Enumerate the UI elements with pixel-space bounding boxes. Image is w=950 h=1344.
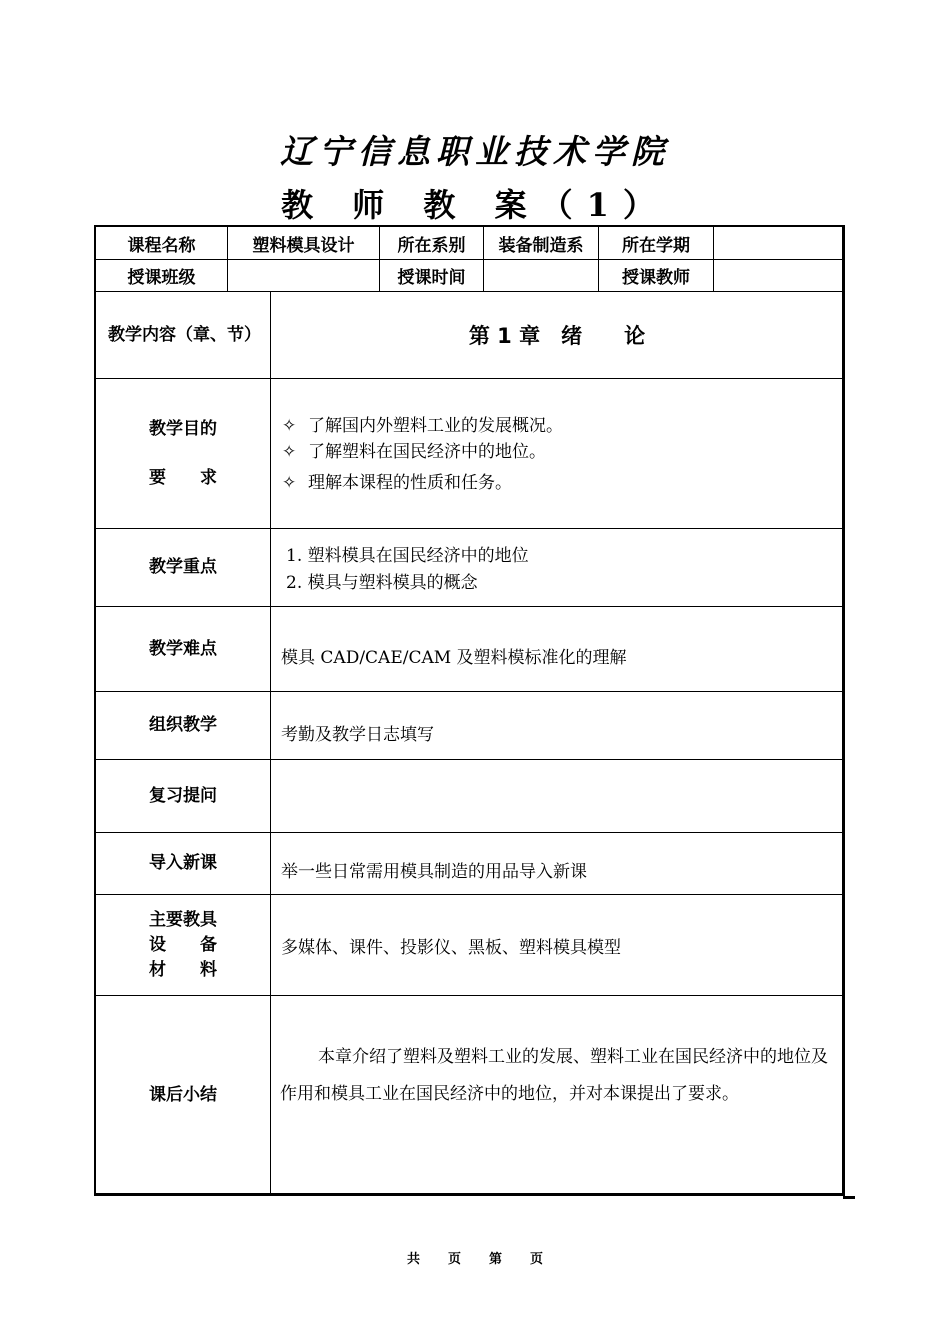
course-name-label: 课程名称 [127, 235, 196, 256]
footer-total: 共 [406, 1252, 420, 1267]
organization-label: 组织教学 [149, 715, 217, 735]
bullet-diamond-icon: ✧ [282, 442, 297, 462]
review-label: 复习提问 [149, 785, 217, 806]
difficulties-label: 教学难点 [149, 638, 217, 659]
content-label: 教学内容（章、节） [108, 324, 261, 345]
time-value [484, 260, 598, 291]
key-point-item: 1. 塑料模具在国民经济中的地位 [286, 546, 529, 566]
introduction-label: 导入新课 [149, 853, 217, 873]
teacher-value [714, 260, 842, 291]
chapter-title: 第 1 章 绪 论 [468, 324, 646, 348]
objectives-label-line1: 教学目的 [149, 418, 217, 439]
materials-label-line1: 主要教具 [149, 909, 217, 930]
materials-label [96, 895, 270, 995]
footer-page: 页 [447, 1252, 461, 1267]
materials-label-line3: 材 料 [149, 959, 217, 980]
key-point-item: 2. 模具与塑料模具的概念 [286, 573, 478, 593]
time-label: 授课时间 [397, 268, 466, 288]
class-label: 授课班级 [127, 268, 196, 288]
bullet-diamond-icon: ✧ [282, 416, 297, 436]
semester-label: 所在学期 [622, 235, 690, 256]
objective-item: ✧ 了解国内外塑料工业的发展概况。 [282, 416, 563, 436]
summary-label: 课后小结 [149, 1085, 217, 1105]
summary-text: 本章介绍了塑料及塑料工业的发展、塑料工业在国民经济中的地位及作用和模具工业在国民经济中的地位，并对本课提出了要求。 [280, 1047, 828, 1104]
lesson-plan-table [94, 225, 845, 1196]
materials-label-line2: 设 备 [149, 934, 217, 955]
semester-value [714, 227, 842, 259]
document-title: 教 师 教 案（1） [281, 186, 669, 224]
objectives-label-line2: 要 求 [149, 467, 217, 488]
organization-text: 考勤及教学日志填写 [281, 725, 434, 745]
review-text [271, 760, 843, 832]
footer-nth: 第 [489, 1252, 503, 1267]
key-points-list [286, 543, 529, 597]
department-value: 装备制造系 [498, 235, 584, 256]
key-points-label: 教学重点 [149, 557, 217, 577]
objective-item: ✧ 理解本课程的性质和任务。 [282, 473, 512, 493]
materials-text: 多媒体、课件、投影仪、黑板、塑料模具模型 [281, 937, 621, 958]
difficulties-text: 模具 CAD/CAE/CAM 及塑料模标准化的理解 [281, 647, 627, 668]
table-corner-mark [843, 1190, 855, 1199]
bullet-diamond-icon: ✧ [282, 473, 297, 493]
footer-page: 页 [530, 1252, 544, 1267]
department-label: 所在系别 [397, 235, 466, 256]
objective-item: ✧ 了解塑料在国民经济中的地位。 [282, 442, 546, 462]
page-footer [0, 1248, 950, 1267]
institution-name: 辽宁信息职业技术学院 [280, 132, 670, 171]
course-name-value: 塑料模具设计 [252, 235, 355, 256]
objectives-label [96, 379, 270, 528]
introduction-text: 举一些日常需用模具制造的用品导入新课 [281, 862, 587, 882]
class-value [228, 260, 379, 291]
teacher-label: 授课教师 [622, 268, 690, 288]
